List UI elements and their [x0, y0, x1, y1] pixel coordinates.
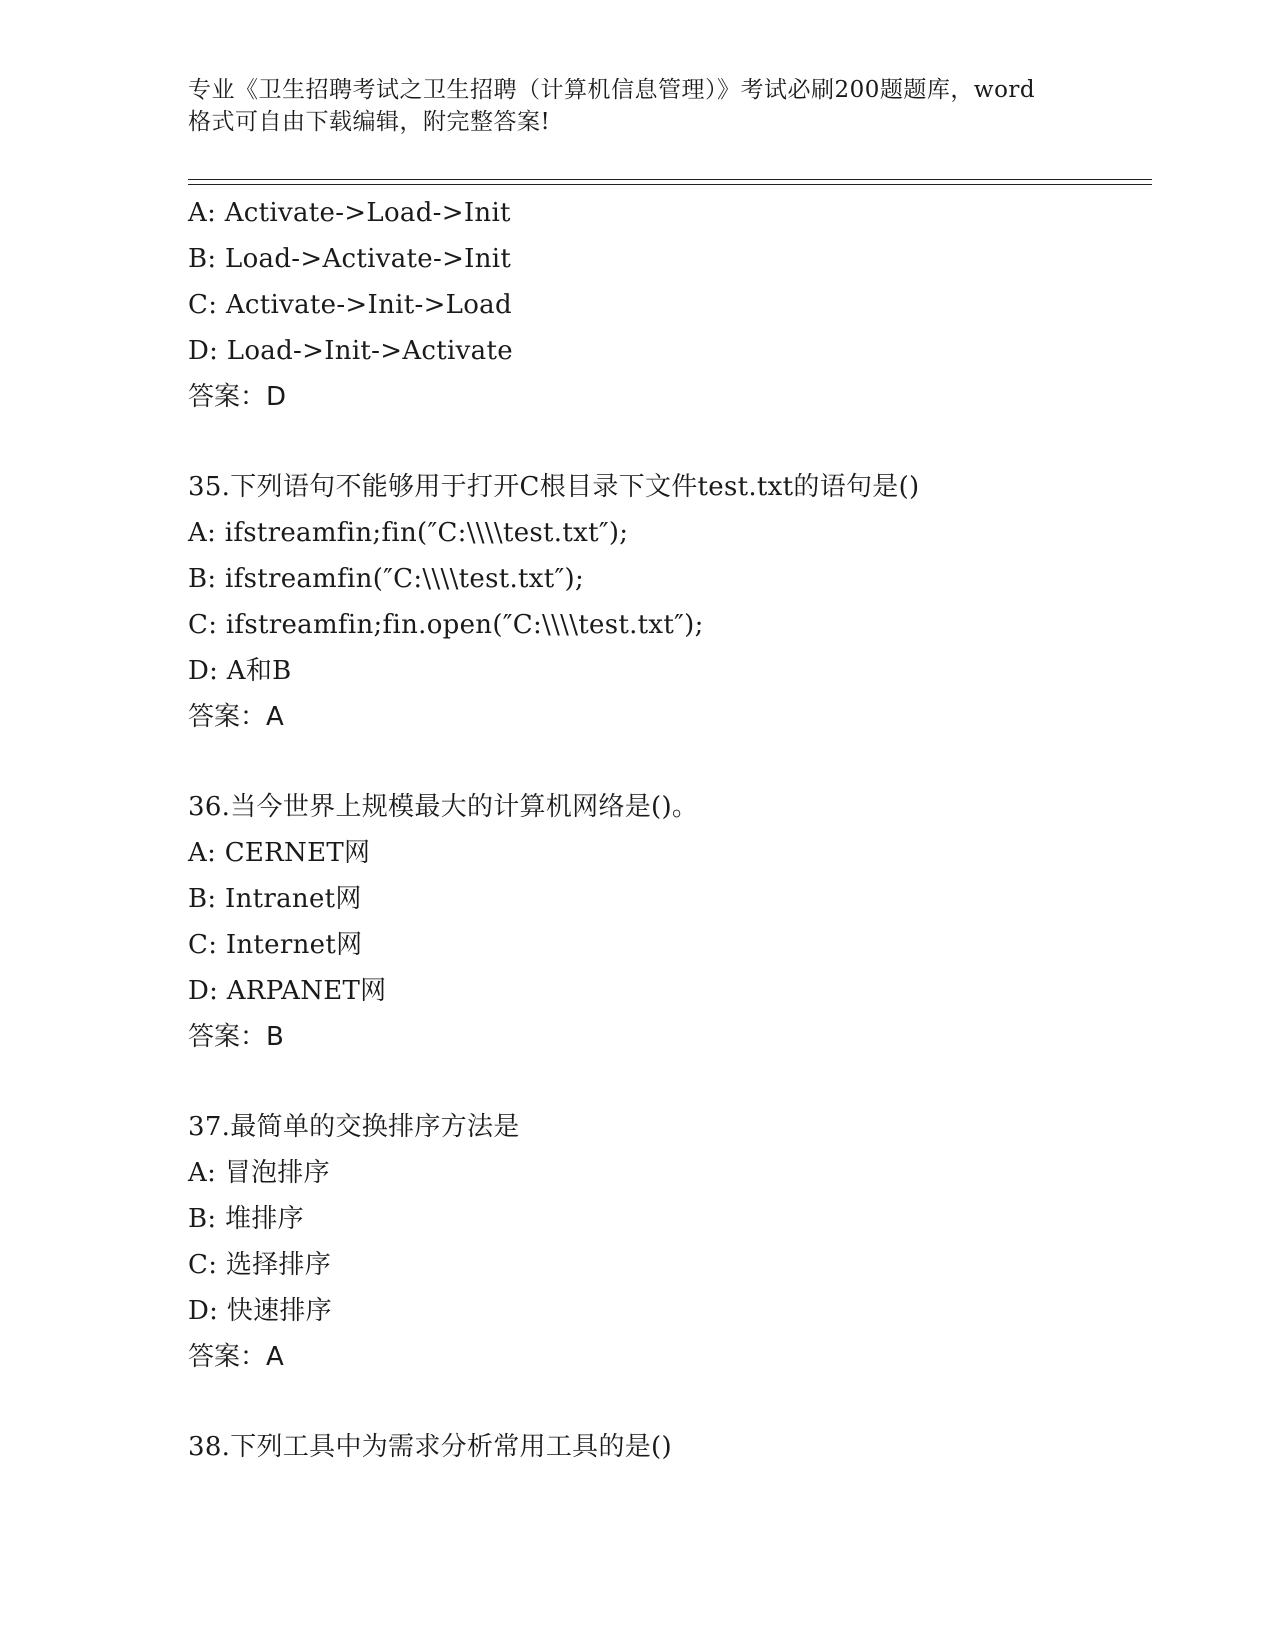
question-list [188, 190, 1148, 1470]
answer-text: 答案：D [188, 382, 287, 412]
question-stem: 38.下列工具中为需求分析常用工具的是() [188, 1432, 672, 1462]
option-a: A: CERNET网 [188, 838, 371, 868]
option-c: C: Activate->Init->Load [188, 290, 512, 320]
option-c: C: 选择排序 [188, 1250, 332, 1280]
answer-text: 答案：A [188, 1342, 284, 1372]
question-stem: 35.下列语句不能够用于打开C根目录下文件test.txt的语句是() [188, 472, 920, 502]
option-d: D: Load->Init->Activate [188, 336, 513, 366]
option-d: D: ARPANET网 [188, 976, 387, 1006]
option-a: A: ifstreamfin;fin(″C:\\\\test.txt″); [188, 518, 629, 548]
answer-text: 答案：A [188, 702, 284, 732]
question-stem: 37.最简单的交换排序方法是 [188, 1112, 520, 1142]
question-block [188, 190, 1148, 420]
header-divider-top [188, 179, 1152, 180]
header-line-1: 专业《卫生招聘考试之卫生招聘（计算机信息管理）》考试必刷200题题库，word [188, 77, 1036, 103]
option-d: D: A和B [188, 656, 292, 686]
option-b: B: Intranet网 [188, 884, 362, 914]
question-block [188, 1104, 1148, 1380]
option-c: C: Internet网 [188, 930, 363, 960]
option-d: D: 快速排序 [188, 1296, 332, 1326]
option-b: B: 堆排序 [188, 1204, 304, 1234]
option-a: A: Activate->Load->Init [188, 198, 511, 228]
option-a: A: 冒泡排序 [188, 1158, 330, 1188]
answer-text: 答案：B [188, 1022, 284, 1052]
question-block [188, 784, 1148, 1060]
option-c: C: ifstreamfin;fin.open(″C:\\\\test.txt″); [188, 610, 704, 640]
header-line-2: 格式可自由下载编辑，附完整答案! [188, 109, 551, 135]
question-stem: 36.当今世界上规模最大的计算机网络是()。 [188, 792, 699, 822]
question-block [188, 464, 1148, 740]
header-divider-bottom [188, 184, 1152, 185]
option-b: B: ifstreamfin(″C:\\\\test.txt″); [188, 564, 585, 594]
question-block [188, 1424, 1148, 1470]
option-b: B: Load->Activate->Init [188, 244, 512, 274]
document-header [188, 74, 1088, 138]
